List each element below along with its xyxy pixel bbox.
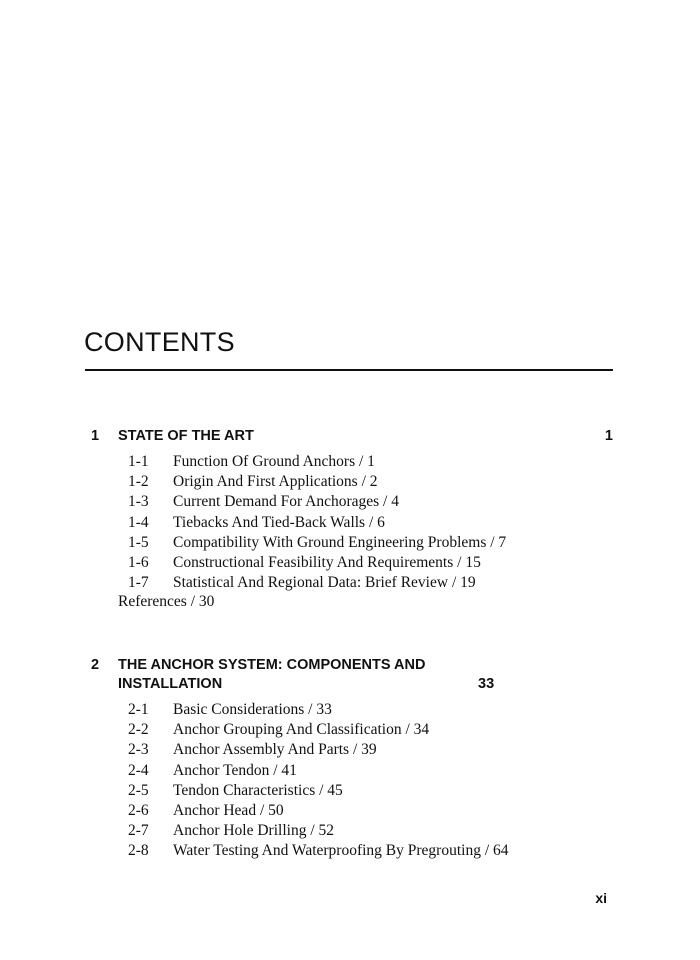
section-number: 1-1	[128, 453, 149, 470]
section-title: Basic Considerations / 33	[173, 701, 332, 718]
section-entry[interactable]	[91, 720, 613, 740]
section-number: 2-2	[128, 721, 149, 739]
section-entry[interactable]	[91, 492, 613, 512]
section-number: 2-1	[128, 701, 149, 718]
chapter-number: 2	[91, 657, 100, 673]
chapter-entry	[91, 427, 613, 611]
section-entry[interactable]	[91, 533, 613, 553]
section-entry[interactable]	[91, 841, 613, 861]
section-title: Anchor Head / 50	[173, 802, 284, 820]
section-entry[interactable]	[91, 513, 613, 533]
section-entry[interactable]	[91, 781, 613, 801]
section-list	[91, 700, 613, 862]
section-number: 2-5	[128, 781, 149, 799]
section-title: Anchor Hole Drilling / 52	[173, 822, 335, 840]
section-entry[interactable]	[91, 700, 613, 720]
section-title: Origin And First Applications / 2	[173, 473, 378, 491]
section-number: 2-8	[128, 842, 149, 860]
section-number: 1-7	[128, 574, 149, 592]
chapter-entry	[91, 656, 613, 862]
chapter-number: 1	[91, 428, 100, 444]
references-entry[interactable]: References / 30	[118, 593, 215, 611]
section-title: Function Of Ground Anchors / 1	[173, 453, 375, 470]
section-number: 1-3	[128, 493, 149, 511]
section-entry[interactable]	[91, 472, 613, 492]
section-entry[interactable]	[91, 452, 613, 472]
chapter-title: THE ANCHOR SYSTEM: COMPONENTS AND INSTALLATION	[118, 657, 426, 692]
section-title: Anchor Tendon / 41	[173, 761, 297, 779]
section-title: Statistical And Regional Data: Brief Review / 19	[173, 574, 476, 592]
section-number: 2-3	[128, 741, 149, 759]
section-title: Tiebacks And Tied-Back Walls / 6	[173, 513, 385, 531]
page-title: CONTENTS	[84, 327, 235, 357]
section-title: Tendon Characteristics / 45	[173, 781, 343, 799]
chapter-title: STATE OF THE ART	[118, 428, 254, 444]
section-title: Anchor Grouping And Classification / 34	[173, 721, 430, 739]
section-number: 1-4	[128, 513, 149, 531]
section-number: 1-5	[128, 533, 149, 551]
section-entry[interactable]	[91, 761, 613, 781]
section-number: 1-2	[128, 473, 149, 491]
section-entry[interactable]	[91, 821, 613, 841]
section-title: Water Testing And Waterproofing By Pregrouting / 64	[173, 842, 509, 860]
section-title: Current Demand For Anchorages / 4	[173, 493, 399, 511]
section-list	[91, 452, 613, 593]
section-number: 2-7	[128, 822, 149, 840]
section-number: 1-6	[128, 554, 149, 572]
chapter-heading[interactable]	[91, 427, 613, 446]
chapter-page: 1	[604, 428, 613, 444]
chapter-page: 33	[478, 676, 495, 692]
section-entry[interactable]	[91, 801, 613, 821]
section-title: Compatibility With Ground Engineering Problems / 7	[173, 533, 507, 551]
section-entry[interactable]	[91, 740, 613, 760]
page-number: xi	[595, 890, 607, 906]
section-title: Anchor Assembly And Parts / 39	[173, 741, 377, 759]
chapter-heading[interactable]	[91, 656, 613, 694]
section-entry[interactable]	[91, 553, 613, 573]
section-number: 2-4	[128, 761, 149, 779]
section-number: 2-6	[128, 802, 149, 820]
section-title: Constructional Feasibility And Requirements / 15	[173, 554, 481, 572]
section-entry[interactable]	[91, 573, 613, 593]
title-rule	[85, 369, 613, 371]
